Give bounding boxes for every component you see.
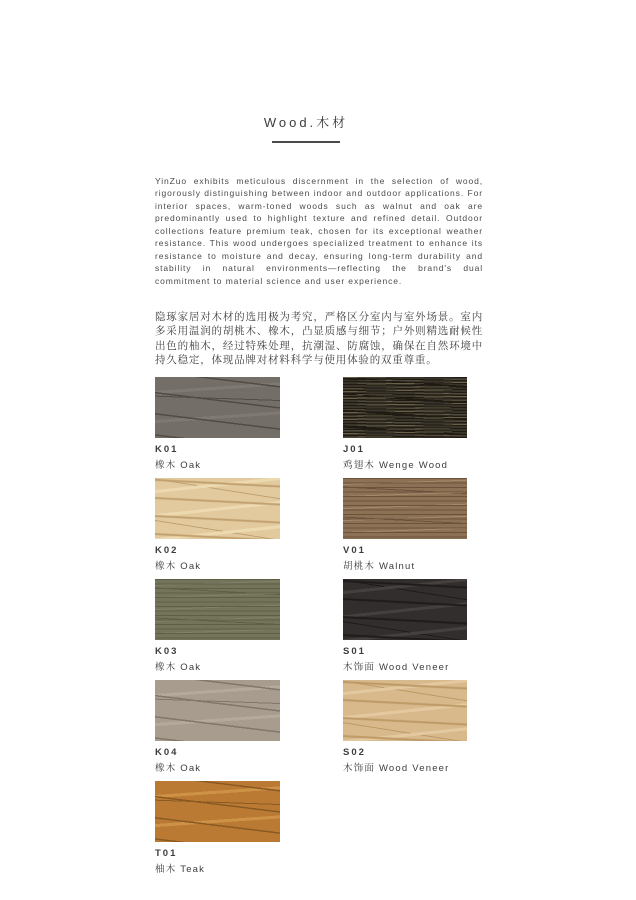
wood-swatch-cell	[155, 781, 280, 882]
swatch-name: 橡木 Oak	[155, 763, 202, 774]
wood-swatch-cell	[155, 377, 280, 478]
swatch-caption	[155, 848, 280, 875]
swatch-caption	[343, 545, 467, 572]
swatch-code: S02	[343, 747, 366, 758]
wood-swatch-cell	[343, 478, 467, 579]
intro-paragraph-english: YinZuo exhibits meticulous discernment in the selection of wood, rigorously distinguishing between indoor and outdoor applications. For interior spaces, warm-toned woods such as walnut and oak are predominantly used to highlight texture and refined detail. Outdoor collections feature premium teak, chosen for its exceptional weather resistance. This wood undergoes specialized treatment to enhance its resistance to moisture and decay, ensuring long-term durability and stability in natural environments—reflecting the brand's dual commitment to material science and user experience.	[155, 175, 483, 286]
swatch-name: 胡桃木 Walnut	[343, 561, 416, 572]
swatch-name: 木饰面 Wood Veneer	[343, 763, 450, 774]
swatch-code: J01	[343, 444, 365, 455]
title-underline	[272, 141, 340, 143]
swatch-name: 橡木 Oak	[155, 662, 202, 673]
swatch-name: 橡木 Oak	[155, 460, 202, 471]
wood-swatch-cell	[155, 579, 280, 680]
swatch-code: K03	[155, 646, 179, 657]
wood-swatch	[343, 680, 467, 741]
wood-swatch-cell	[155, 680, 280, 781]
swatch-code: K02	[155, 545, 179, 556]
page-title: Wood.木材	[263, 115, 349, 130]
wood-swatch	[155, 680, 280, 741]
page-header	[150, 112, 462, 143]
wood-swatch	[155, 781, 280, 842]
swatch-caption	[343, 646, 467, 673]
wood-swatch-cell	[155, 478, 280, 579]
swatch-caption	[155, 747, 280, 774]
swatch-caption	[343, 444, 467, 471]
swatch-caption	[155, 646, 280, 673]
wood-swatch-cell	[343, 579, 467, 680]
swatch-caption	[155, 545, 280, 572]
wood-swatch-cell	[343, 680, 467, 781]
intro-paragraph-chinese: 隐琢家居对木材的选用极为考究，严格区分室内与室外场景。室内多采用温润的胡桃木、橡木，凸显质感与细节；户外则精选耐候性出色的柚木，经过特殊处理，抗潮湿、防腐蚀，确保在自然环境中持久稳定，体现品牌对材料科学与使用体验的双重尊重。	[155, 310, 483, 366]
wood-swatch-cell	[343, 377, 467, 478]
wood-swatch	[155, 579, 280, 640]
swatch-code: V01	[343, 545, 366, 556]
swatch-name: 柚木 Teak	[155, 864, 206, 875]
swatch-name: 木饰面 Wood Veneer	[343, 662, 450, 673]
swatch-name: 橡木 Oak	[155, 561, 202, 572]
wood-swatch	[155, 478, 280, 539]
wood-swatch	[343, 377, 467, 438]
swatch-name: 鸡翅木 Wenge Wood	[343, 460, 449, 471]
wood-swatch	[155, 377, 280, 438]
wood-swatch	[343, 478, 467, 539]
swatch-code: K01	[155, 444, 179, 455]
swatch-code: T01	[155, 848, 178, 859]
wood-swatch	[343, 579, 467, 640]
swatch-caption	[155, 444, 280, 471]
swatch-caption	[343, 747, 467, 774]
wood-swatch-grid	[155, 377, 467, 882]
swatch-code: K04	[155, 747, 179, 758]
swatch-code: S01	[343, 646, 366, 657]
